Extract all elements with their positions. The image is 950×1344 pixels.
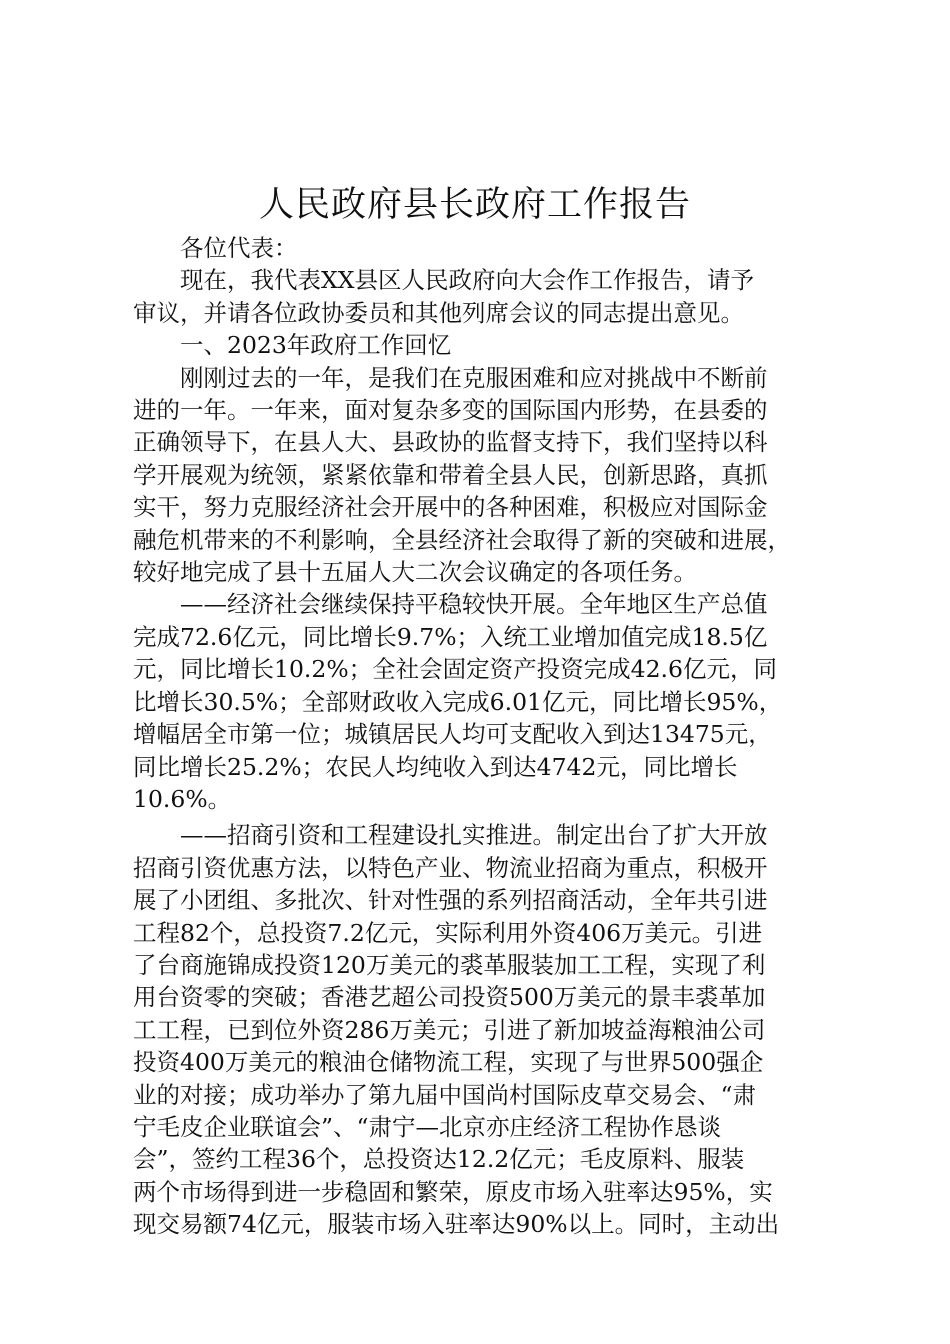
salutation: 各位代表： bbox=[180, 234, 298, 262]
text-line: 实干，努力克服经济社会开展中的各种困难，积极应对国际金 bbox=[133, 493, 768, 522]
text-line: 增幅居全市第一位；城镇居民人均可支配收入到达13475元， bbox=[133, 720, 772, 749]
text-line: 学开展观为统领，紧紧依靠和带着全县人民，创新思路，真抓 bbox=[133, 460, 768, 489]
text-line: ——经济社会继续保持平稳较快开展。全年地区生产总值 bbox=[180, 590, 768, 619]
document-body bbox=[133, 232, 833, 1241]
section-heading: 一、2023年政府工作回忆 bbox=[180, 331, 452, 360]
text-line: 业的对接；成功举办了第九届中国尚村国际皮草交易会、“肃 bbox=[133, 1080, 757, 1109]
text-line: 融危机带来的不利影响，全县经济社会取得了新的突破和进展， bbox=[133, 525, 791, 554]
text-line: 展了小团组、多批次、针对性强的系列招商活动，全年共引进 bbox=[133, 886, 768, 915]
text-line: 完成72.6亿元，同比增长9.7%；入统工业增加值完成18.5亿 bbox=[133, 622, 768, 651]
text-line: 投资400万美元的粮油仓储物流工程，实现了与世界500强企 bbox=[133, 1048, 764, 1077]
text-line: 同比增长25.2%；农民人均纯收入到达4742元，同比增长 bbox=[133, 752, 738, 781]
text-line: 10.6%。 bbox=[133, 784, 232, 813]
text-line: 较好地完成了县十五届人大二次会议确定的各项任务。 bbox=[133, 558, 697, 587]
text-line: 两个市场得到进一步稳固和繁荣，原皮市场入驻率达95%，实 bbox=[133, 1177, 773, 1206]
text-line: 招商引资优惠方法，以特色产业、物流业招商为重点，积极开 bbox=[133, 853, 768, 882]
text-line: 宁毛皮企业联谊会”、“肃宁—北京亦庄经济工程协作恳谈 bbox=[133, 1112, 722, 1141]
text-line: 用台资零的突破；香港艺超公司投资500万美元的景丰裘革加 bbox=[133, 983, 766, 1012]
text-line: 比增长30.5%；全部财政收入完成6.01亿元，同比增长95%， bbox=[133, 687, 783, 716]
text-line: 了台商施锦成投资120万美元的裘革服装加工工程，实现了利 bbox=[133, 950, 766, 979]
text-line: 刚刚过去的一年，是我们在克服困难和应对挑战中不断前 bbox=[180, 363, 768, 392]
text-line: 工程82个，总投资7.2亿元，实际利用外资406万美元。引进 bbox=[133, 918, 763, 947]
text-line: 元，同比增长10.2%；全社会固定资产投资完成42.6亿元，同 bbox=[133, 655, 777, 684]
text-line: 会”，签约工程36个，总投资达12.2亿元；毛皮原料、服装 bbox=[133, 1145, 745, 1174]
text-line: 现交易额74亿元，服装市场入驻率达90%以上。同时，主动出 bbox=[133, 1210, 780, 1239]
text-line: ——招商引资和工程建设扎实推进。制定出台了扩大开放 bbox=[180, 821, 768, 850]
text-line: 工工程，已到位外资286万美元；引进了新加坡益海粮油公司 bbox=[133, 1015, 766, 1044]
text-line: 审议，并请各位政协委员和其他列席会议的同志提出意见。 bbox=[133, 298, 744, 327]
text-line: 正确领导下，在县人大、县政协的监督支持下，我们坚持以科 bbox=[133, 428, 768, 457]
text-line: 现在，我代表XX县区人民政府向大会作工作报告，请予 bbox=[180, 266, 754, 295]
text-line: 进的一年。一年来，面对复杂多变的国际国内形势，在县委的 bbox=[133, 396, 768, 425]
document-title: 人民政府县长政府工作报告 bbox=[258, 185, 691, 225]
